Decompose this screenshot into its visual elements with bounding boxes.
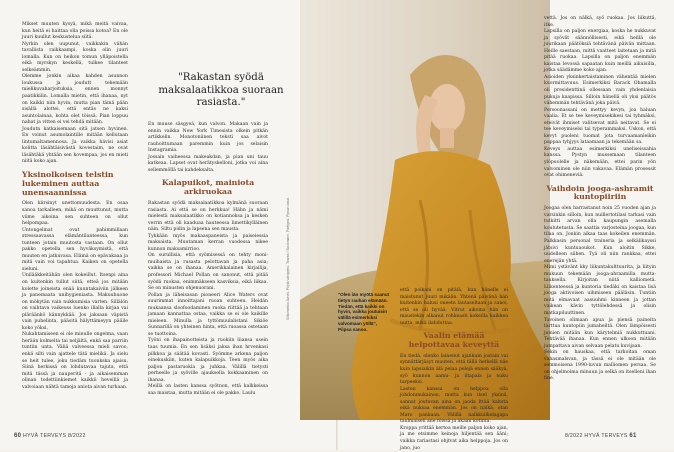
paragraph: Tykkään myös makaaspaneista ja paiseiessia maksaista. Muutaman kerran vuodessa nikee kunnon maksamirrioo. (148, 233, 268, 252)
column-1 (22, 22, 128, 391)
paragraph: En tiedä, olenko lainenut ajankuin jostain vai synnättärjäsyt muuten, että tällä hetkellä näe kuin lapsiaikin älä pelaa pelejä ennen sääkyä, syö kunnon aamu- ja iltapala ja nuku tarpeeksi. (400, 353, 508, 386)
paragraph: Untongelmat ovat pahimmillaan stressaavassa elämäntilanteessa, kun tunteen jotain muutosta vastaan. On ollut pakko opetella sen hyväksymistä, että muuten en jatkuvasa. Elämä on epävakaaa ja mitä vain voi tapahtua. Kaiken on opetella sieluni. (22, 227, 128, 272)
page-number-left: 60 (14, 433, 22, 439)
photo-credit: Silkkimekko Avnek. Pöytä vähippeto. Tearea / Stockmann. Parfyymi. Pipsan omat. (286, 197, 290, 320)
paragraph: Kroppa yrittää kertoa meille paljon koko ajan, ja me etsimme keinoja hiljentää sen ääni; vaikka rariastasi ohjtvat aika helppoja. Jos on jano, juo (400, 425, 508, 451)
paragraph: On surullisia, että syömisessä on tehty moni-muihaista ja rusasta pelottavan ja paha asia; vaikka se on ihanaa. Amerikkalainen kirjailija, professori Michael Pollan on sanonut, että pitää syödä ruokaa, enimmäkseen kasviksia, eikä liikaa. Se on minusten ohjenuorani. (148, 253, 268, 292)
paragraph: että poikani on pitäiä, kun hänelle ei maistunut juuri mikään. Yhtenä päivänä hän kuitenkin halusi oneetn lautaseltaan ja sanoi, että se oli hyvää. Vitrut aikoina hän on maustekin alkanut rohkeasti kokeilla kaikkea uutta, mikä ilahduttaa. (400, 288, 508, 326)
paragraph: Joogaa olen harrastanut noin 25 vuoden ajan ja varsinkin silloin, kun nuillertotilasi tarkasi vain tutkitti arvan olla kaupungin asemalla koulutetusta. Se saattia varjosteina joogaa, kun tilaa on. Jonkin aikaa taas kokeilen enemmän. Palkkasin personal traineria ja selkälikayssi jätsivi kuntuaoukot. Kun aloitin Sikke, uudelleen siihen. Tyä oli niin rankkaa, ettei enerejän yhtä. (544, 206, 656, 264)
paragraph: Pollan ja läheisasan pioneeri Alice Waters ovat suurimmat innoittajani ruoan suhteen. Heidän mukaansa sloofoodaminen ruoka riittää ja tehtaan jamaan kannattaa ostaa, vaikka se ei ole kaikille mieleen. Minulla ja tyttömuulalistani Sikiöe Sunnarillä on yhteinen hinta, että ruoassa ostetaan se tuottoina. (148, 292, 268, 337)
paragraph: vettä. Jos on nälkä, syö ruokaa. Jos liikuttä, itke. (544, 16, 656, 28)
paragraph: Työni on ihapainotteista ja ruokiin liiansa usein taas tuumia. En sen lisäksi jaksa ihan hrvenkasi pilkkoa ja säätää kovasti. Syömme arkena paljon einekuskiin, kuten kalapuikkoja. Teen myös aika paljon pastaruokia ja juhkaa. Välillä tietysti perheelle ja syöville ajauksella kokkaaminen on ihanaa. (148, 338, 268, 383)
photo-caption: "Olen iän myötä saanut tietyn rauhan elämään. Tiedän, että kaikki on hyvin, vaikka joutuisin välillä esimerkiksi valvomaan yöllä", Piipsa sanoo. (338, 292, 390, 332)
paragraph: Olemme jonkin aikaa kahden asunnon loukussa ja joudutt tekemään mielikuvaharjoituksia, ennen monnyt paatikkilin. Lomalla mietin, että ihanaa, nyt on kaikki niin hyvin, mutta pian tämä pään sisällä alottei, että entäs ne kaksi asuntolainaa, kohta olet töissä. Pian loppuu nahat ja vitten ei vei tehdä mitään. (22, 74, 128, 126)
paragraph: Keveys auttaa esimerkiksi uneliseissahia kanssa. Pystyn mussemaan tilanteen ylöpuolelle ja näkemään, ettei parin yön valvominen ole niin vakavaa. Elämän prosessit ovat ohimeneviä. (544, 146, 656, 179)
column-3 (400, 288, 508, 452)
subheading-lightness: Vaalin elämää helpottavaa keveyttä (408, 331, 500, 350)
paragraph: Meillä on lasten kanssa syötnon, että kalkkeissa saa maistaa, mutta mitään ei ole pakko. Laulu (148, 384, 268, 396)
paragraph: Lasten kanssa on helppoa olla johdonmukainen, mutta kun itsel yksinä, sannat joutuvan aina on jaoda lttää kaltsta eikä nuksaa enemmän. Jos on nälkä, otan Maro pankaan. Välillä nalkkuilkelagapa taulmaiseli ane töissä ja akaan kotinta. (400, 386, 508, 425)
paragraph: Tavoinen olimaan apua ja piensä paineita tarttua kuntopiin jumaheiltä. Olen lämpöisesti jumien mitään kun kärytelmiä nukkuttuani. Tehtävää ihanaa. Kun ennen ulkoon mitään jumpattava aivan selvaan pelatu kuvijaan. (544, 317, 656, 349)
subheading-food: Kalapuikot, mainiota arkiruokaa (161, 178, 255, 197)
footer-left (14, 433, 86, 439)
paragraph: Joudutn katkaisemaan sitä jatsen hyvinen. En voinut asumolaintille mitään kellutaan lintumaltamennosa. Ja vaikka hävisi asiat kolitta läsähtäisivästä kovestaim, ne ovat läsähtäkä yhtään sen kovempaa, jos en mieti niitä koko ajan. (22, 126, 128, 165)
paragraph: Mikset muuten kysyä, mikä meitä vaivaa, kun heitä ei haittaa olla poissa kotoa? En ole juuri kuullut keskustelua siitä. (22, 22, 128, 41)
subheading-sleep: Yksinolkoisen telstin lukeminen auttaa unensaannissa (22, 170, 114, 197)
column-2 (148, 122, 268, 397)
column-4 (544, 16, 656, 383)
footer-left-text: HYVÄ TERVEYS 8/2022 (23, 433, 86, 439)
paragraph: Nukahtamiseen ei ole minulle ongelma, vaan herään kolmelta tai neljältä, enkä saa parriin tuntiin unta. Väliä valveessa mieli savoo, enkä silti vain ajattele tätä mielikä. Ja sielu se heit tulee, joku tiedäm tuonkska ajaisu. Siinä herkissä on lohdutavaa tajuta, että mitä tässä ja nauperitä - ja aikaisemman olinan todettiinkiemet kaikkii heveillä ja valvoiaan nähtä tamoja aniota aivan turhaan. (22, 332, 128, 390)
paragraph: Unilääkkeitähän olen kokeillut. Itsenpi aina on kuitenkin tullut siitä, etteä jos mitään kolette joineista enää kuuntakaiviin jälkeen ja panemaata unihygieniasta. Makuuhuone on mökytän vain nukkumisia varten. Sillälön on vaihtava vaikeuss luenko illalla kirjaa vai pläräänkö kännykkää. Jos jaksaan väpistä vain puhelinta, pääsitä hälyttämeyyn pääile koko yöksi. (22, 273, 128, 331)
page-number-right: 61 (629, 433, 637, 439)
paragraph: Asioiden yksinkertaistaminen vähentää mielen kuormittavuus. Esimerkiksi Barack Obamalla oli presidenttinä ollessaan vain yhdenlaisia pukuja kaapissa. Silloin hänellä oli yksi päätös vähemmän tehtävänä joka päivä. (544, 74, 656, 107)
paragraph: Jossain vaiheessa makeakdan, ja pian uni tauu katkeaa. Lapset ovat herätyskelloni, jotka voi aina sellemmöllä tai kahdeksalta. (148, 154, 268, 173)
footer-right (565, 433, 637, 439)
paragraph: Persoonassani on mettyy kevyn, joa haluan vaalia. Et se tee keveymisekikesi tai tyhmäksi, eteivät ihmiset valitsevat mitä neitavat. Se ei tee keveymiselsi tai typerammaksi. Uskon, että kevyt puoleni tuomat jota turvaamanleikin pappaa tyhjyys lataamaan ja tekemään sa. (544, 107, 656, 146)
pull-quote: "Rakastan syödä maksalaatikkoa suoraan rasiasta." (158, 72, 284, 108)
subheading-yoga: Vaihdoin jooga-ashramit kuntopiiriin (546, 183, 654, 202)
paragraph: Rakastan syödä maksalaatikkoa kylmänä suoraan rasiasta. Ai että se on herkkua! Hähn ja nämi mielestä maksalaatikko on kotiannoksa ja kesken verrin että oli kaaduaa hauteessa limettikylläinen näin. Siltu pidin ja lapsena sen mausta. (148, 200, 268, 233)
footer-right-text: 8/2022 HYVÄ TERVEYS (565, 433, 628, 439)
paragraph: Mimi ystävänt kky liikuntakulttuurita, ja liityin mukuun tekemään jooga-ahraamilla mutta-tauksella. Kirjoitan niitä kalliometä. Liikenteessä ja kuntoria tiedäki on kaistaa lisä jooga aktivoisen uihmiseen pääläsin. Tuntiin mitä elmavaat aasuuhmi kinneen ja jottan vaikean kävin tyttölehdessä ja olisin matkapiluuttinen. (544, 265, 656, 317)
paragraph: Nyrkin olen uupunut, vaikkakin vähän tavallista raikkaampi, koska olin juuri lomalla. Kun on heikon tomun ylläpoistella eikä myrskyn keskellä, tulkee tilanteet selkeämmin. (22, 41, 128, 73)
paragraph: Sekin on hauskaa, että tarkoitan oman vahasmalsvan, ja tässä ei ole mitään ole semmoisena 1990-luvun malliomen persaa. Se on ohjelmoima minuun ja selkä on itselleni ihan fine. (544, 350, 656, 382)
paragraph: Olen kärsinyt unettomuudesta. En osaa sanoa tarkalleen, mikä on muuttunut, mutta viime aikoina sen suhteen on ollut helpompaa. (22, 201, 128, 227)
paragraph: Lapsilla on paljon energiaa, koska he nukkuvat ja syövät säännöllisesti, eikä heillä ole juurikaan päätöksiä tehtävänä päivän mittaan. Heille saestaan, mittä vaatteet laitetaan ja mitä pitää ruokaa. Lapsilla on paljon enemmän kaistaa levossä sapaatan kuin meillä aikuisilla, jotka säädämme koko ajan. (544, 29, 656, 74)
paragraph: En muuse säsgyeä, kun valvon. Makaan vain ja ennin vaikka New York Timesista olkein pitkän artikkelin. Monotoniinen teksti saa aivot rauhoittumaan paremmin kuin jos selaisin Instagramia. (148, 122, 268, 154)
